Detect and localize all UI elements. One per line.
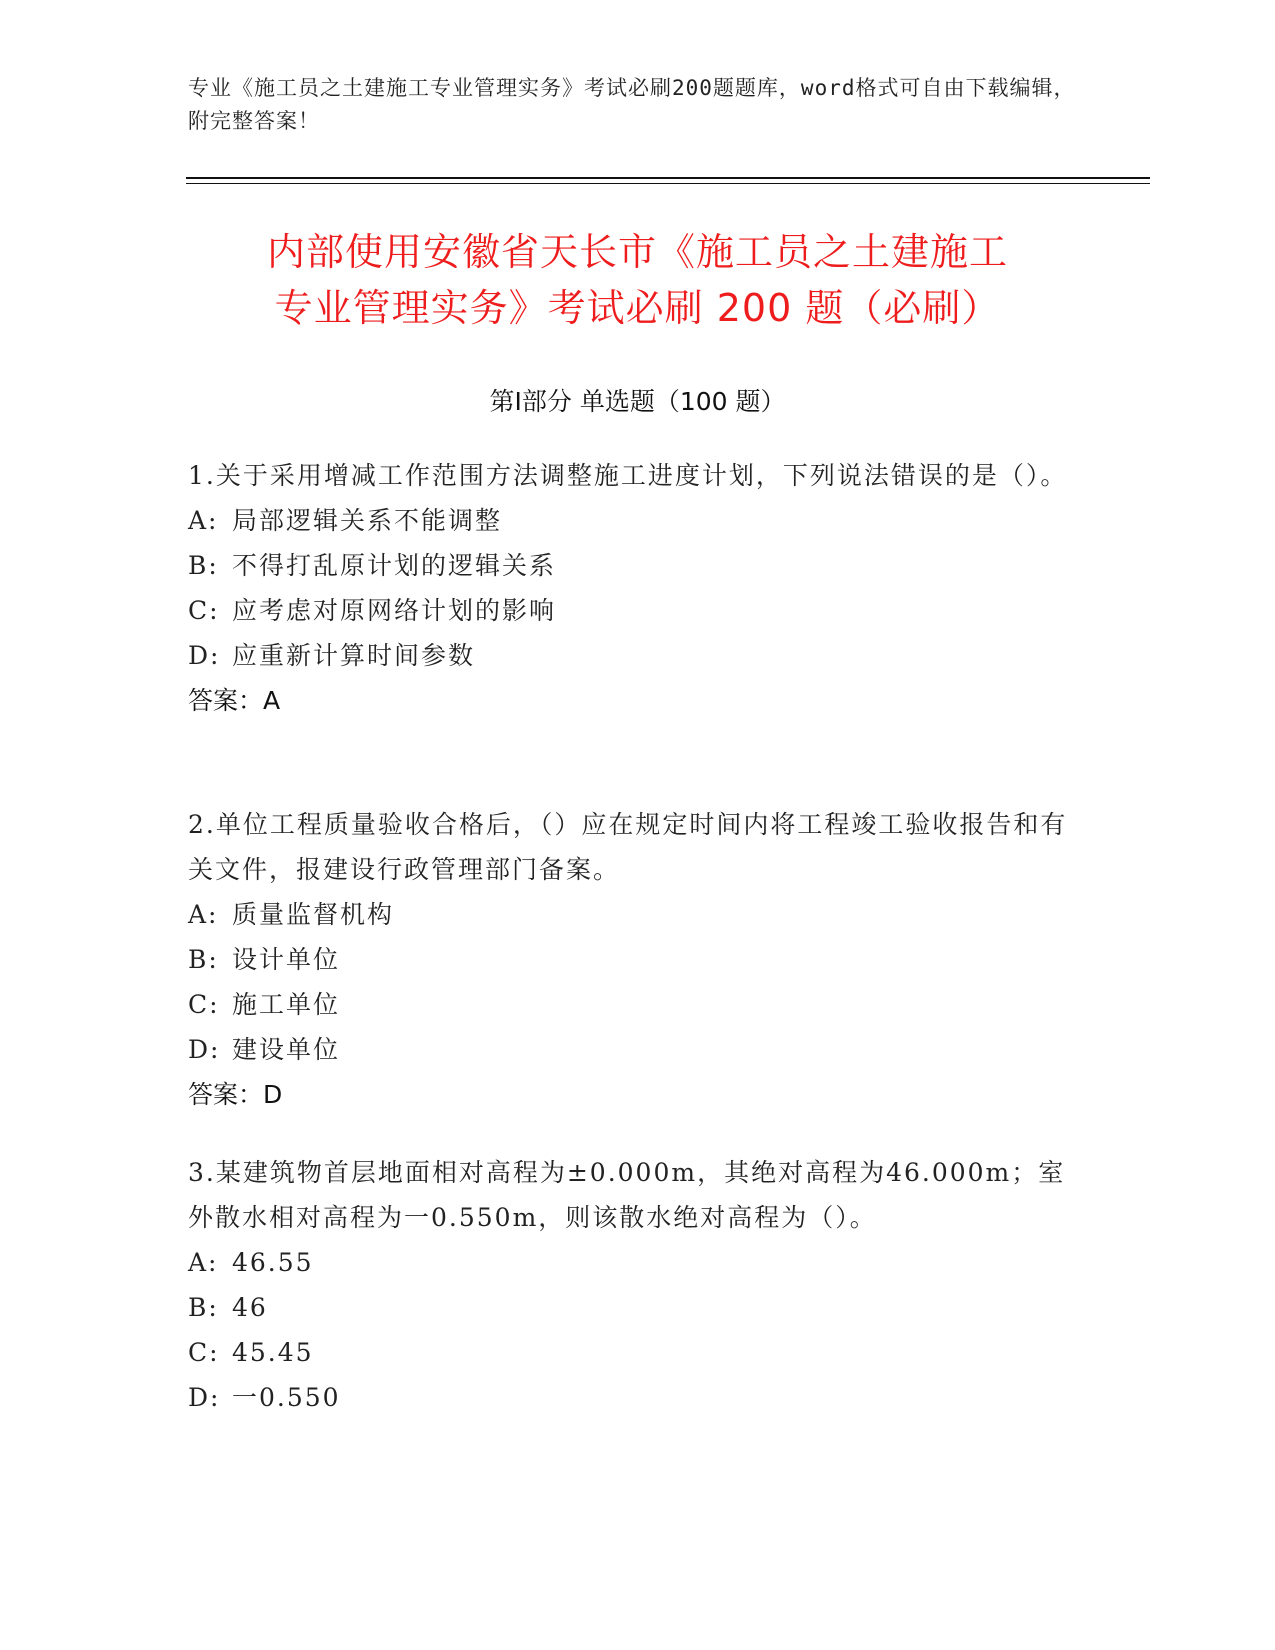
option-letter: C:: [188, 596, 220, 625]
question-stem: 2.单位工程质量验收合格后，（）应在规定时间内将工程竣工验收报告和有关文件，报建设行政管理部门备案。: [188, 810, 1068, 884]
option-text: 质量监督机构: [232, 900, 395, 929]
option-text: 46: [232, 1293, 268, 1322]
option-letter: C:: [188, 1338, 220, 1367]
option-letter: A:: [188, 900, 219, 929]
option-text: 应重新计算时间参数: [232, 641, 476, 670]
option-b: [188, 1285, 1083, 1330]
option-c: [188, 588, 1083, 633]
option-d: [188, 633, 1083, 678]
option-text: 不得打乱原计划的逻辑关系: [232, 551, 557, 580]
question-2: [188, 802, 1083, 1117]
option-a: [188, 1240, 1083, 1285]
option-letter: B:: [188, 551, 219, 580]
question-stem: 1.关于采用增减工作范围方法调整施工进度计划，下列说法错误的是（）。: [188, 461, 1068, 490]
option-b: [188, 543, 1083, 588]
option-letter: D:: [188, 1383, 221, 1412]
question-stem: 3.某建筑物首层地面相对高程为±0.000m，其绝对高程为46.000m；室外散水相对高程为一0.550m，则该散水绝对高程为（）。: [188, 1158, 1066, 1232]
option-letter: A:: [188, 506, 219, 535]
option-text: 46.55: [232, 1248, 314, 1277]
option-letter: B:: [188, 1293, 219, 1322]
option-text: 局部逻辑关系不能调整: [232, 506, 503, 535]
title-line-1: 内部使用安徽省天长市《施工员之土建施工: [266, 230, 1008, 274]
option-text: 应考虑对原网络计划的影响: [232, 596, 557, 625]
option-d: [188, 1027, 1083, 1072]
document-title: [150, 224, 1125, 336]
option-d: [188, 1375, 1083, 1420]
option-text: 建设单位: [232, 1035, 341, 1064]
section-title: 第Ⅰ部分 单选题（100 题）: [489, 387, 786, 416]
option-letter: D:: [188, 641, 221, 670]
answer-label: 答案：D: [188, 1080, 283, 1109]
option-a: [188, 892, 1083, 937]
answer-label: 答案：A: [188, 686, 281, 715]
option-c: [188, 1330, 1083, 1375]
option-b: [188, 937, 1083, 982]
question-1: [188, 453, 1083, 723]
option-c: [188, 982, 1083, 1027]
option-a: [188, 498, 1083, 543]
option-letter: D:: [188, 1035, 221, 1064]
option-text: 设计单位: [232, 945, 341, 974]
option-text: 施工单位: [232, 990, 341, 1019]
header-divider-thin: [186, 183, 1150, 184]
header-note: 专业《施工员之土建施工专业管理实务》考试必刷200题题库，word格式可自由下载编辑，附完整答案！: [188, 76, 1076, 133]
option-letter: C:: [188, 990, 220, 1019]
question-3: [188, 1150, 1083, 1420]
option-letter: A:: [188, 1248, 219, 1277]
title-line-2: 专业管理实务》考试必刷 200 题（必刷）: [274, 286, 1001, 330]
option-letter: B:: [188, 945, 219, 974]
header-divider-thick: [186, 177, 1150, 179]
option-text: 一0.550: [232, 1383, 341, 1412]
option-text: 45.45: [232, 1338, 314, 1367]
